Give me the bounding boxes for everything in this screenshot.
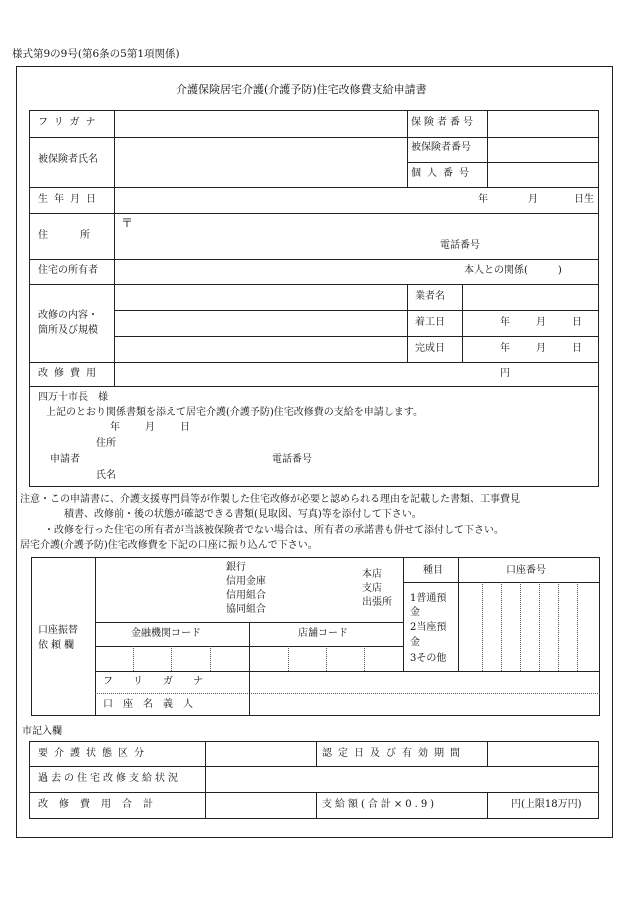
declaration-name-label: 氏名 [96,470,116,481]
furigana-label: フリガナ [38,117,102,128]
kind-option-1: 1普通預 [410,593,447,604]
account-number-label: 口座番号 [506,565,546,576]
insured-no-label: 被保険者番号 [411,142,471,153]
owner-field[interactable] [116,261,456,282]
kind-option-2-cont: 金 [410,637,420,648]
birth-year: 年 [478,194,488,205]
renovation-content-field[interactable] [116,286,405,360]
personal-no-label: 個人番号 [411,168,475,179]
branch-code-label: 店舗コード [298,628,348,639]
postal-mark: 〒 [121,216,134,230]
bank-name-field[interactable] [97,559,222,620]
application-statement: 上記のとおり関係書類を添えて居宅介護(介護予防)住宅改修費の支給を申請します。 [46,407,424,418]
personal-no-field[interactable] [489,164,597,185]
address-field[interactable] [135,215,595,237]
start-day: 日 [572,317,582,328]
complete-month: 月 [536,343,546,354]
contractor-label: 業者名 [415,291,445,302]
branch-code-field[interactable] [251,648,401,669]
birth-label: 生年月日 [38,194,102,205]
start-date-label: 着工日 [415,317,445,328]
birth-day: 日生 [574,194,594,205]
birth-month: 月 [528,194,538,205]
branch-type-main: 本店 [362,569,382,580]
insured-no-field[interactable] [489,139,597,160]
applicant-signature-field[interactable] [120,436,420,482]
payment-amount-label: 支給額(合計×0.9) [322,799,438,810]
owner-label: 住宅の所有者 [38,265,98,276]
start-year: 年 [500,317,510,328]
kind-option-2: 2当座預 [410,622,447,633]
kind-option-3: 3その他 [410,653,447,664]
address-label: 住 所 [38,230,101,241]
account-holder-field[interactable] [251,695,598,714]
cost-label: 改修費用 [38,368,102,379]
city-use-heading: 市記入欄 [22,726,62,737]
insurer-no-label: 保険者番号 [411,117,476,128]
bank-type-bank: 銀行 [226,562,246,573]
address-phone-label: 電話番号 [440,240,480,251]
complete-year: 年 [500,343,510,354]
bank-code-field[interactable] [97,648,247,669]
cost-field[interactable] [116,364,496,384]
declaration-day: 日 [180,422,190,433]
insurer-no-field[interactable] [489,112,597,135]
cert-period-label: 認定日及び有効期間 [322,748,466,759]
complete-date-label: 完成日 [415,343,445,354]
branch-type-office: 出張所 [362,597,392,608]
declaration-year: 年 [110,422,120,433]
insured-name-field[interactable] [116,139,405,185]
bank-type-kumiai: 信用組合 [226,590,266,601]
applicant-label: 申請者 [50,454,80,465]
branch-name-field[interactable] [251,559,359,620]
past-status-label: 過去の住宅改修支給状況 [38,773,181,784]
account-section-label-2: 依頼欄 [38,640,77,651]
declaration-month: 月 [145,422,155,433]
bank-code-label: 金融機関コード [131,628,201,639]
declaration-address-label: 住所 [96,438,116,449]
holder-furigana-label: フ リ ガ ナ [103,676,203,687]
account-number-field[interactable] [464,584,598,669]
furigana-field[interactable] [116,112,405,135]
transfer-intro: 居宅介護(介護予防)住宅改修費を下記の口座に振り込んで下さい。 [20,540,318,551]
bank-type-kyodo: 協同組合 [226,604,266,615]
note-1-line-1: 注意・この申請書に、介護支援専門員等が作製した住宅改修が必要と認められる理由を記載した書類、工事費見 [20,494,520,505]
relation-label: 本人との関係( ) [464,265,562,276]
total-cost-label: 改修費用合計 [38,799,164,810]
note-2: ・改修を行った住宅の所有者が当該被保険者でない場合は、所有者の承諾書も併せて添付して下さい。 [44,525,504,536]
care-level-label: 要介護状態区分 [38,748,150,759]
birth-date-field[interactable] [116,189,471,211]
addressee: 四万十市長 様 [38,392,108,403]
insured-name-label: 被保険者氏名 [38,154,98,165]
holder-furigana-field[interactable] [251,673,598,691]
start-month: 月 [536,317,546,328]
contractor-field[interactable] [464,286,597,308]
account-section-label-1: 口座振替 [38,625,78,636]
complete-day: 日 [572,343,582,354]
renovation-content-label-2: 箇所及び規模 [38,325,98,336]
payment-limit-label: 円(上限18万円) [511,799,582,810]
bank-type-shinkin: 信用金庫 [226,576,266,587]
account-kind-label: 種目 [423,565,443,576]
page-title: 介護保険居宅介護(介護予防)住宅改修費支給申請書 [176,83,427,96]
renovation-content-label-1: 改修の内容・ [38,310,98,321]
branch-type-branch: 支店 [362,583,382,594]
account-holder-label: 口 座 名 義 人 [103,699,193,710]
form-code: 様式第9の9号(第6条の5第1項関係) [12,48,180,60]
kind-option-1-cont: 金 [410,607,420,618]
declaration-phone-label: 電話番号 [272,454,312,465]
cost-yen: 円 [500,368,510,379]
note-1-line-2: 積書、改修前・後の状態が確認できる書類(見取図、写真)等を添付して下さい。 [64,509,422,520]
